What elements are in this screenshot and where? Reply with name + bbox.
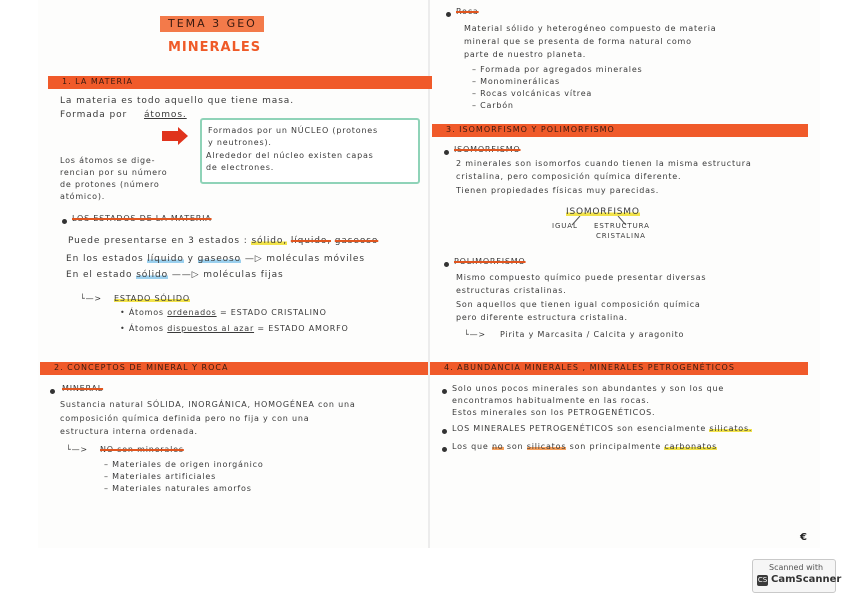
estado-solido-heading: ESTADO SÓLIDO bbox=[114, 294, 190, 303]
gaseoso-word: gaseoso bbox=[197, 254, 242, 264]
bullet-icon bbox=[442, 389, 447, 394]
abund-line-5 bbox=[452, 442, 717, 451]
camscanner-text: CamScanner bbox=[771, 574, 842, 585]
bullet-icon bbox=[446, 12, 451, 17]
section-3-heading bbox=[432, 124, 808, 137]
no-minerales-title: NO son minerales bbox=[100, 445, 184, 454]
arrow-icon: └—> bbox=[66, 445, 88, 454]
iso-diagram-left: IGUAL bbox=[552, 222, 578, 230]
roca-title: Roca bbox=[456, 7, 479, 16]
abund-line-4 bbox=[452, 424, 752, 433]
abund-line-1: Solo unos pocos minerales son abundantes y son los que bbox=[452, 384, 725, 393]
iso-line-1: 2 minerales son isomorfos cuando tienen la misma estructura bbox=[456, 159, 752, 168]
side-note-4: atómico). bbox=[60, 192, 106, 201]
silicatos-word: silicatos. bbox=[709, 424, 753, 433]
page-mark: € bbox=[800, 532, 807, 543]
ordenados-word: ordenados bbox=[167, 308, 217, 317]
en-los-estados: En los estados bbox=[66, 254, 144, 264]
page-title: MINERALES bbox=[168, 40, 262, 55]
scanned-with-text: Scanned with bbox=[769, 563, 824, 572]
liquido-word: líquido bbox=[147, 254, 184, 264]
camscanner-watermark bbox=[752, 559, 842, 593]
section-1-heading bbox=[48, 76, 432, 89]
section-4-heading-text: 4. ABUNDANCIA MINERALES , MINERALES PETROGENÉTICOS bbox=[444, 363, 735, 372]
isomorfismo-title: ISOMORFISMO bbox=[454, 145, 521, 154]
en-el-estado: En el estado bbox=[66, 270, 133, 280]
camscanner-logo-icon: CS bbox=[757, 576, 768, 584]
iso-line-3: Tienen propiedades físicas muy parecidas. bbox=[456, 186, 660, 195]
roca-item-1: – Formada por agregados minerales bbox=[472, 65, 643, 74]
iso-line-2: cristalina, pero composición química diferente. bbox=[456, 172, 682, 181]
materia-definition: La materia es todo aquello que tiene masa. bbox=[60, 96, 294, 106]
atomos-1: Átomos bbox=[128, 308, 164, 317]
section-3-heading-text: 3. ISOMORFISMO Y POLIMORFISMO bbox=[446, 125, 615, 134]
mineral-def-2: composición química definida pero no fija y con una bbox=[60, 414, 310, 423]
red-arrow-icon bbox=[160, 127, 190, 145]
iso-diagram-right-1: ESTRUCTURA bbox=[594, 222, 650, 230]
estado-solido: sólido, bbox=[251, 236, 288, 246]
abund-line-2: encontramos habitualmente en las rocas. bbox=[452, 396, 650, 405]
al-azar-word: dispuestos al azar bbox=[167, 324, 255, 333]
polimorfismo-title: POLIMORFISMO bbox=[454, 257, 526, 266]
side-note-2: rencian por su número bbox=[60, 168, 168, 177]
bullet-icon bbox=[50, 389, 55, 394]
poli-examples: Pirita y Marcasita / Calcita y aragonito bbox=[500, 330, 685, 339]
roca-def-1: Material sólido y heterogéneo compuesto de materia bbox=[464, 24, 717, 33]
roca-def-3: parte de nuestro planeta. bbox=[464, 50, 587, 59]
iso-diagram-title: ISOMORFISMO bbox=[566, 207, 640, 217]
no-word: no bbox=[491, 442, 504, 451]
iso-diagram-right-2: CRISTALINA bbox=[596, 232, 646, 240]
bullet-icon bbox=[62, 219, 67, 224]
estado-gaseoso: gaseoso bbox=[334, 236, 379, 246]
no-mineral-3: – Materiales naturales amorfos bbox=[104, 484, 252, 493]
bullet-icon bbox=[444, 262, 449, 267]
box-line-4: de electrones. bbox=[206, 163, 275, 172]
side-note-3: de protones (número bbox=[60, 180, 160, 189]
box-line-2: y neutrones). bbox=[208, 138, 272, 147]
abund-line-3: Estos minerales son los PETROGENÉTICOS. bbox=[452, 408, 656, 417]
roca-item-4: – Carbón bbox=[472, 101, 514, 110]
side-note-1: Los átomos se dige- bbox=[60, 156, 156, 165]
estados-line-3 bbox=[66, 270, 284, 280]
section-2-heading bbox=[40, 362, 428, 375]
topic-label bbox=[160, 16, 264, 32]
carbonatos-word: carbonatos bbox=[664, 442, 718, 451]
formada-por: Formada por bbox=[60, 110, 128, 120]
roca-item-2: – Monominerálicas bbox=[472, 77, 561, 86]
atomos-2: Átomos bbox=[128, 324, 164, 333]
estados-intro: Puede presentarse en 3 estados : bbox=[68, 236, 248, 246]
poli-line-3: Son aquellos que tienen igual composición química bbox=[456, 300, 701, 309]
amorfo-result: = ESTADO AMORFO bbox=[257, 324, 349, 333]
no-mineral-1: – Materiales de origen inorgánico bbox=[104, 460, 264, 469]
roca-def-2: mineral que se presenta de forma natural como bbox=[464, 37, 692, 46]
los-que: Los que bbox=[452, 442, 489, 451]
y-word: y bbox=[187, 254, 194, 264]
mineral-def-1: Sustancia natural SÓLIDA, INORGÁNICA, HOMOGÉNEA con una bbox=[60, 400, 356, 409]
section-2-heading-text: 2. CONCEPTOS DE MINERAL Y ROCA bbox=[54, 363, 229, 372]
moleculas-fijas: ——▷ moléculas fijas bbox=[171, 270, 284, 280]
bullet-icon bbox=[442, 429, 447, 434]
box-line-3: Alrededor del núcleo existen capas bbox=[206, 151, 374, 160]
petrogeneticos-text: LOS MINERALES PETROGENÉTICOS son esencialmente bbox=[452, 424, 707, 433]
estados-title: LOS ESTADOS DE LA MATERIA bbox=[72, 214, 212, 223]
solido-word: sólido bbox=[136, 270, 169, 280]
principalmente: son principalmente bbox=[569, 442, 662, 451]
poli-line-4: pero diferente estructura cristalina. bbox=[456, 313, 628, 322]
arrow-icon: └—> bbox=[80, 294, 102, 303]
poli-line-2: estructuras cristalinas. bbox=[456, 286, 567, 295]
moleculas-moviles: —▷ moléculas móviles bbox=[244, 254, 365, 264]
mineral-title: MINERAL bbox=[62, 384, 104, 393]
arrow-icon: └—> bbox=[464, 330, 486, 339]
solido-bullet-1: • Átomos ordenados = ESTADO CRISTALINO bbox=[120, 308, 327, 317]
estados-line-1 bbox=[68, 236, 378, 246]
estado-liquido: líquido, bbox=[290, 236, 332, 246]
no-mineral-2: – Materiales artificiales bbox=[104, 472, 217, 481]
mineral-def-3: estructura interna ordenada. bbox=[60, 427, 198, 436]
poli-line-1: Mismo compuesto químico puede presentar diversas bbox=[456, 273, 707, 282]
box-line-1: Formados por un NÚCLEO (protones bbox=[208, 126, 379, 135]
silicatos-word-2: silicatos bbox=[526, 442, 567, 451]
section-4-heading bbox=[430, 362, 808, 375]
roca-item-3: – Rocas volcánicas vítrea bbox=[472, 89, 593, 98]
son-word: son bbox=[506, 442, 524, 451]
section-1-heading-text: 1. LA MATERIA bbox=[62, 77, 133, 86]
cristalino-result: = ESTADO CRISTALINO bbox=[219, 308, 327, 317]
bullet-icon bbox=[444, 150, 449, 155]
estados-line-2 bbox=[66, 254, 365, 264]
bullet-icon bbox=[442, 447, 447, 452]
topic-text: TEMA 3 GEO bbox=[168, 17, 257, 30]
solido-bullet-2: • Átomos dispuestos al azar = ESTADO AMORFO bbox=[120, 324, 349, 333]
atomos-word: átomos. bbox=[144, 110, 187, 120]
